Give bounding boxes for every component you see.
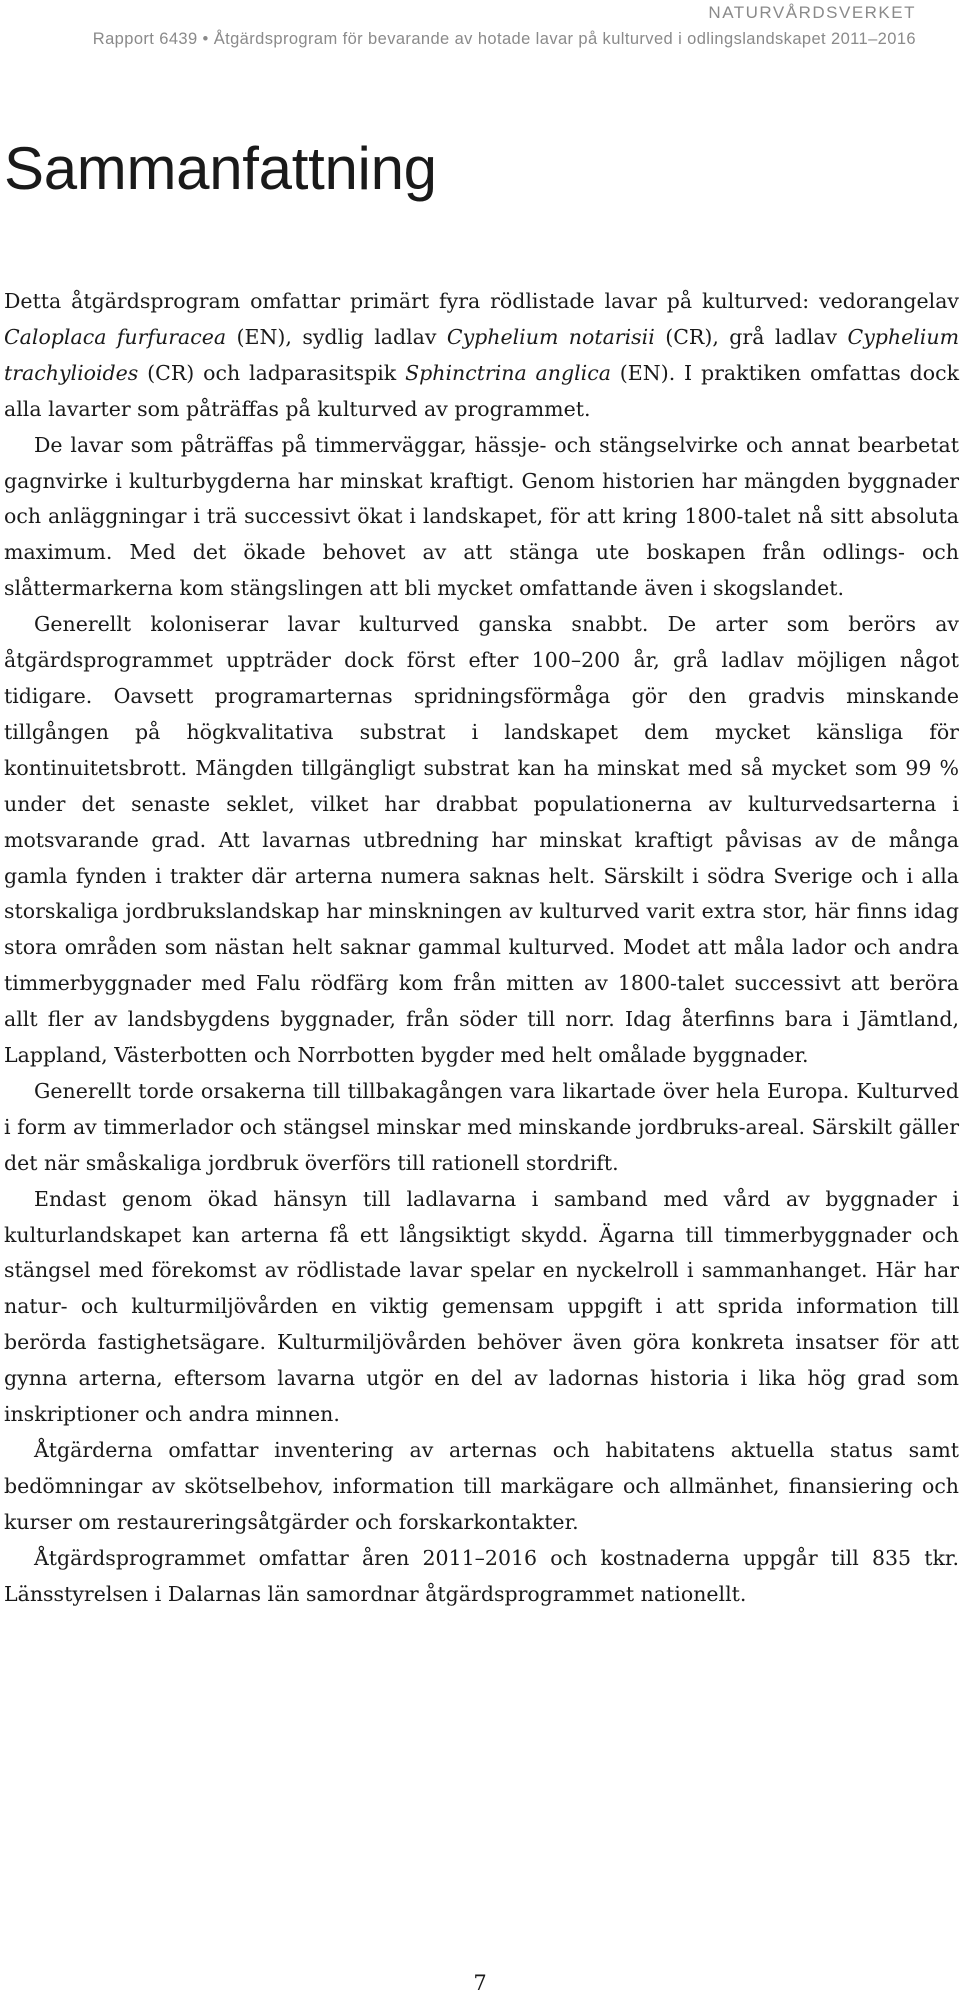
page-number: 7 (473, 1971, 487, 1995)
paragraph (4, 1433, 959, 1541)
paragraph-text: (EN). I praktiken omfattas dock alla lavarter som påträffas på kulturved av programmet. (4, 360, 960, 421)
paragraph-text: Åtgärdsprogrammet omfattar åren 2011–2016 och kostnaderna uppgår till 835 tkr. Länsstyrelsen i Dalarnas län samordnar åtgärdsprogrammet nationellt. (4, 1545, 959, 1606)
paragraph (4, 284, 959, 428)
paragraph-text: Detta åtgärdsprogram omfattar primärt fyra rödlistade lavar på kulturved: vedorangelav (4, 289, 959, 313)
paragraph (4, 607, 959, 1074)
page-title: Sammanfattning (4, 135, 437, 202)
report-title-line: Rapport 6439 • Åtgärdsprogram för bevarande av hotade lavar på kulturved i odlingslandskapet 2011–2016 (92, 30, 916, 48)
species-name: Caloplaca furfuracea (4, 324, 227, 349)
paragraph (4, 1074, 959, 1182)
paragraph (4, 1541, 959, 1613)
paragraph-text: Endast genom ökad hänsyn till ladlavarna i samband med vård av byggnader i kulturlandskapet kan arterna få ett långsiktigt skydd. Ägarna till timmerbyggnader och stängsel med förekomst av rödlistade lavar spelar en nyckelroll i sammanhanget. Här har natur- och kulturmiljövården en viktig gemensam uppgift i att sprida information till berörda fastighetsägare. Kulturmiljövården behöver även göra konkreta insatser för att gynna arterna, eftersom lavarna utgör en del av ladornas historia i lika hög grad som inskriptioner och andra minnen. (4, 1186, 959, 1427)
paragraph (4, 428, 959, 608)
paragraph-text: (CR) och ladparasitspik (138, 360, 406, 385)
paragraph-text: Åtgärderna omfattar inventering av arternas och habitatens aktuella status samt bedömningar av skötselbehov, information till markägare och allmänhet, finansiering och kurser om restaureringsåtgärder och forskarkontakter. (4, 1438, 959, 1534)
species-name: Sphinctrina anglica (405, 360, 611, 385)
publisher-name: NATURVÅRDSVERKET (708, 3, 916, 22)
paragraph-text: Generellt torde orsakerna till tillbakagången vara likartade över hela Europa. Kulturved i form av timmerlador och stängsel minskar med minskande jordbruks-areal. Särskilt gäller det när småskaliga jordbruk överförs till rationell stordrift. (4, 1078, 959, 1175)
paragraph-text: De lavar som påträffas på timmerväggar, hässje- och stängselvirke och annat bearbetat gagnvirke i kulturbygderna har minskat kraftigt. Genom historien har mängden byggnader och anläggningar i trä successivt ökat i landskapet, för att kring 1800-talet nå sitt absoluta maximum. Med det ökade behovet av att stänga ute boskapen från odlings- och slåttermarkerna kom stängslingen att bli mycket omfattande även i skogslandet. (4, 432, 959, 601)
paragraph-text: Generellt koloniserar lavar kulturved ganska snabbt. De arter som berörs av åtgärdsprogrammet uppträder dock först efter 100–200 år, grå ladlav möjligen något tidigare. Oavsett programarternas spridningsförmåga gör den gradvis minskande tillgången på högkvalitativa substrat i landskapet dem mycket känsliga för kontinuitetsbrott. Mängden tillgängligt substrat kan ha minskat med så mycket som 99 % under det senaste seklet, vilket har drabbat populationerna av kulturvedsarterna i motsvarande grad. Att lavarnas utbredning har minskat kraftigt påvisas av de många gamla fynden i trakter där arterna numera saknas helt. Särskilt i södra Sverige och i alla storskaliga jordbrukslandskap har minskningen av kulturved varit extra stor, här finns idag stora områden som nästan helt saknar gammal kulturved. Modet att måla lador och andra timmerbyggnader med Falu rödfärg kom från mitten av 1800-talet successivt att beröra allt fler av landsbygdens byggnader, från söder till norr. Idag återfinns bara i Jämtland, Lappland, Västerbotten och Norrbotten bygder med helt omålade byggnader. (4, 612, 959, 1068)
paragraph-text: (CR), grå ladlav (654, 324, 848, 349)
summary-body (4, 284, 959, 1613)
page-header (93, 0, 916, 50)
paragraph (4, 1182, 959, 1433)
paragraph-text: (EN), sydlig ladlav (226, 324, 447, 349)
species-name: Cyphelium trachylioides (4, 324, 960, 385)
species-name: Cyphelium notarisii (446, 324, 655, 349)
